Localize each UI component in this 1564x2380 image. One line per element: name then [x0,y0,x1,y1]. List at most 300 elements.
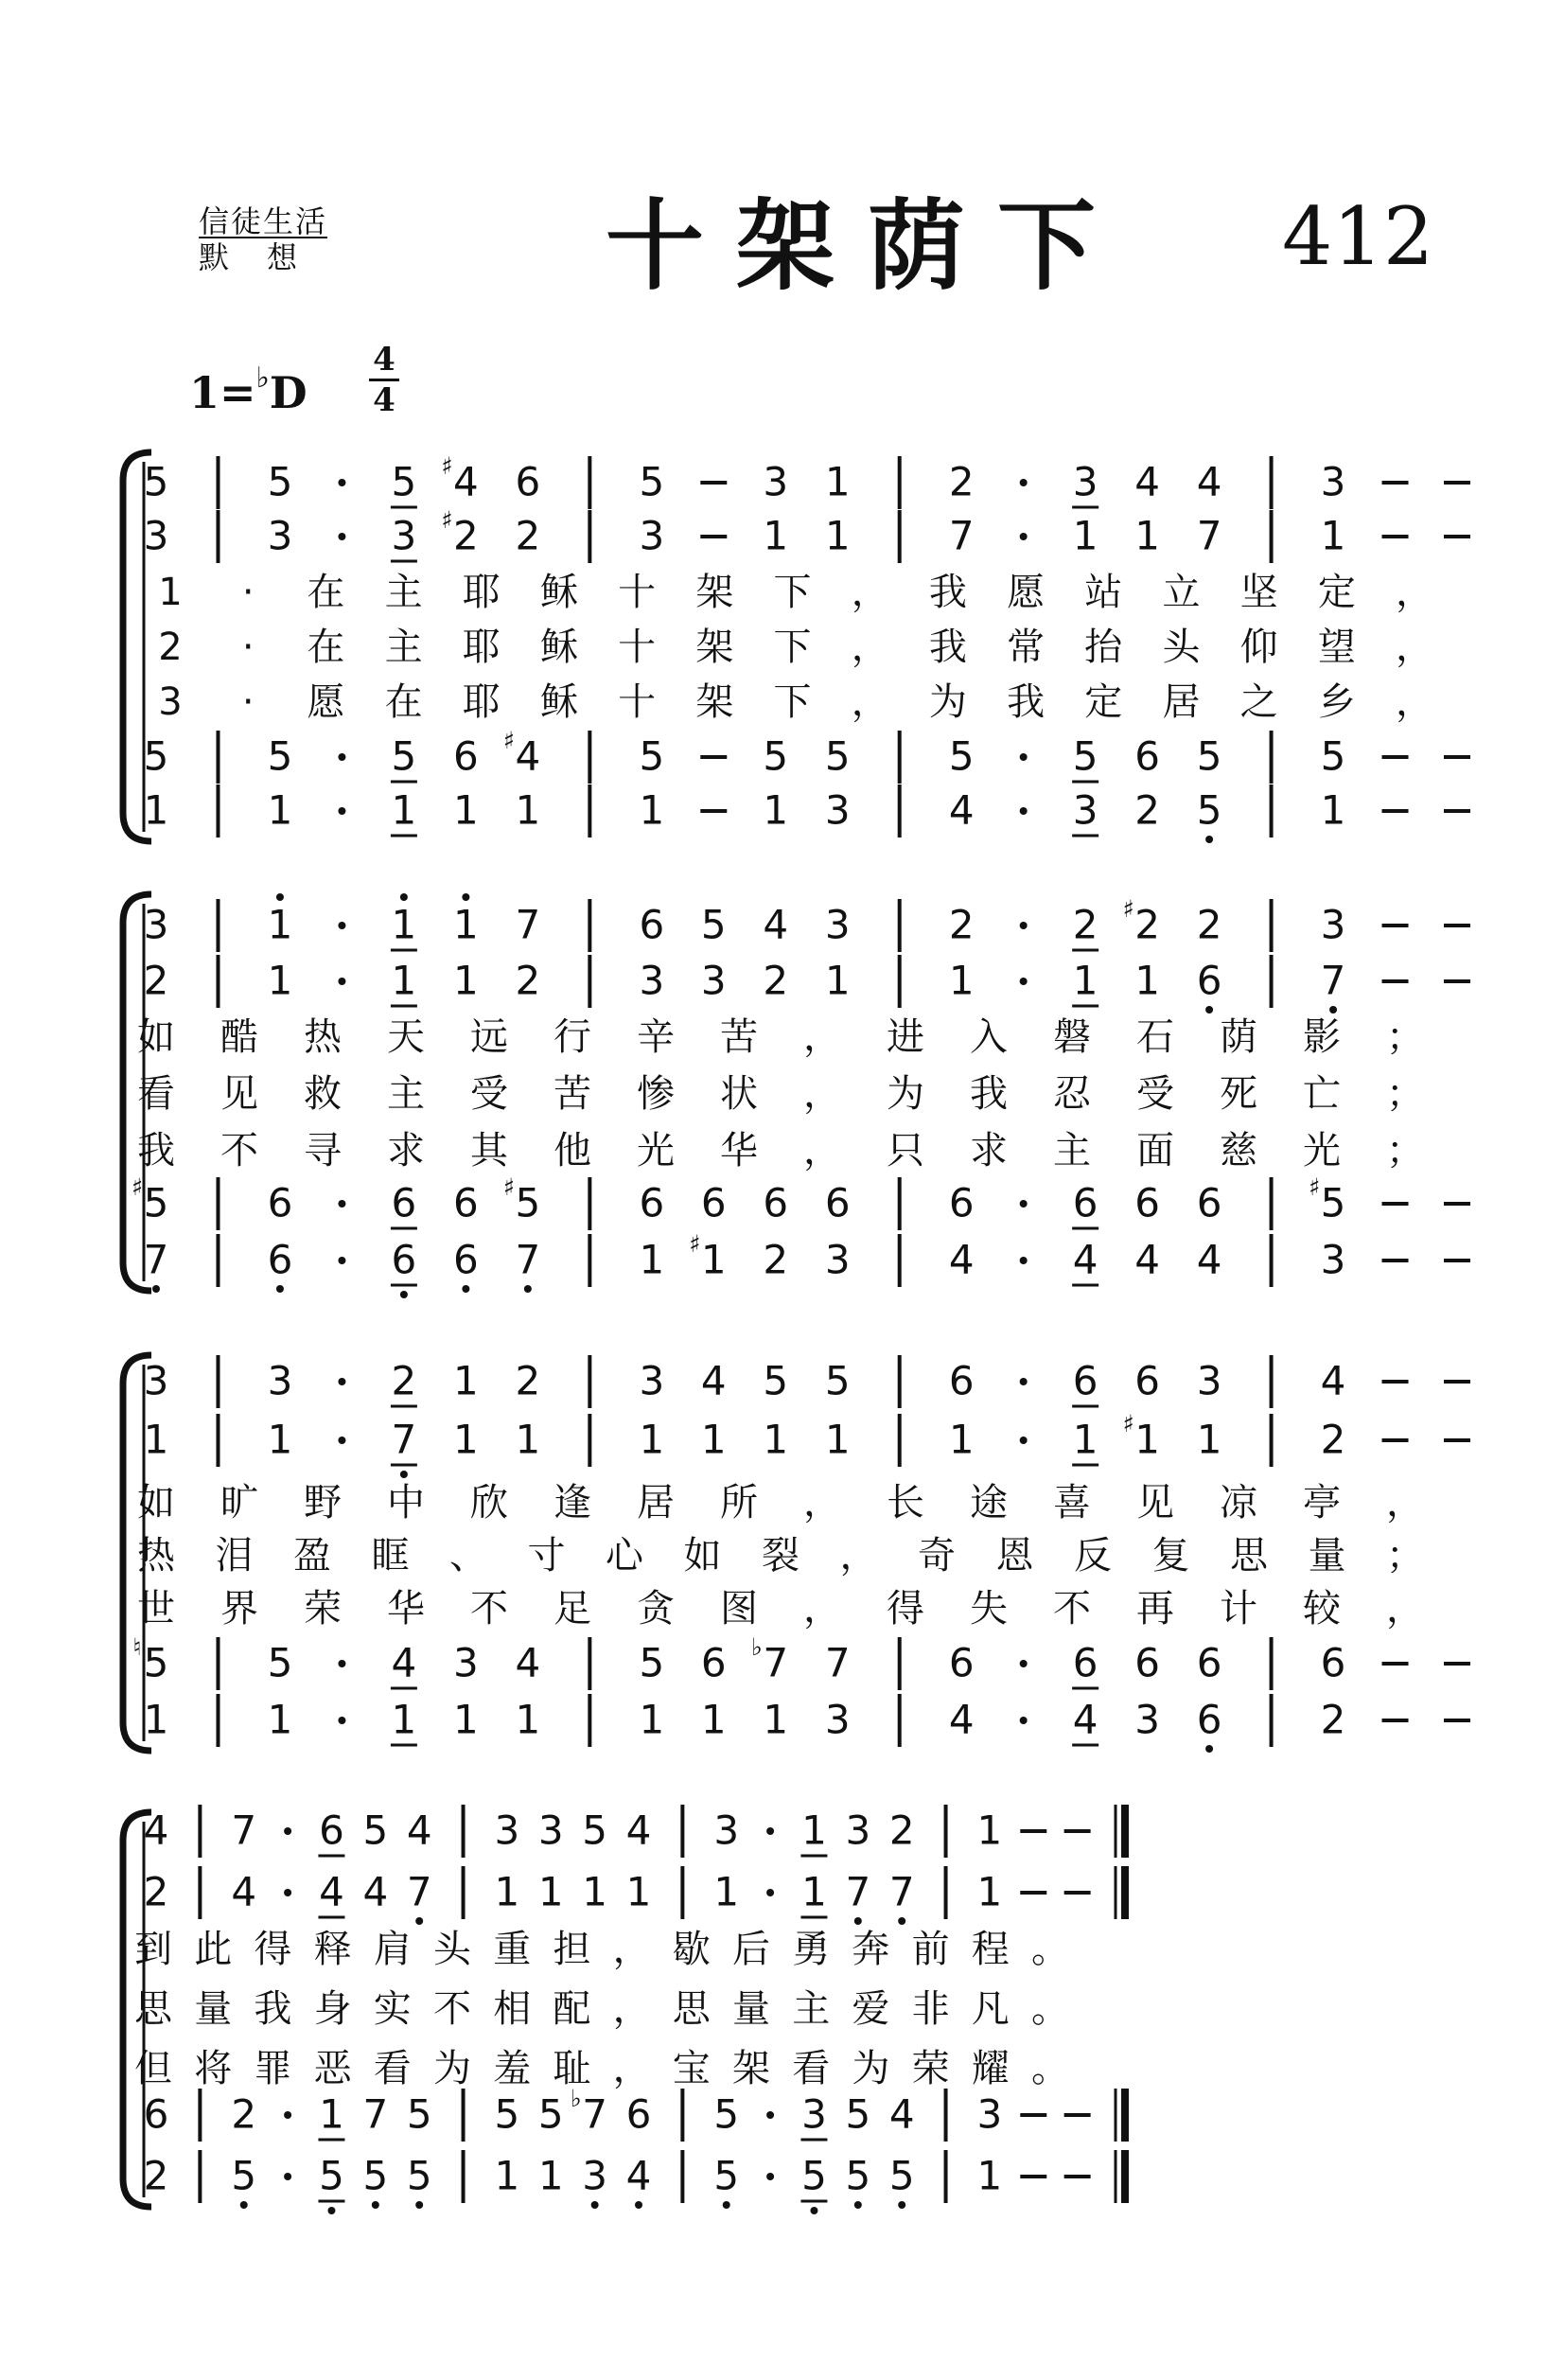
lyric-char: 耶 [462,680,501,724]
lyric-char: 常 [1007,626,1046,669]
note-digit: 4 [1134,1236,1160,1283]
note-digit: 5 [1196,786,1222,834]
note-digit: 1 [824,1416,851,1463]
lyric-char: 十 [618,680,657,724]
note-digit: 5 [494,2090,520,2138]
note-digit: 1 [763,786,789,834]
note-digit: 1 [763,512,789,559]
note-digit: 4 [625,1807,652,1854]
note-digit: 6 [948,1357,975,1404]
note-digit: 5 [362,1807,389,1854]
note-digit: 7 [888,1868,915,1915]
augmentation-dot [338,1378,345,1385]
lyric-char: 如 [137,1015,175,1059]
lyric-char: 到 [134,1928,172,1971]
note-digit: 4 [1134,458,1160,505]
augmentation-dot [338,1717,345,1724]
note-digit: 6 [700,1179,727,1226]
note-digit: 1 [267,1416,293,1463]
note-digit: 6 [391,1236,417,1283]
lyric-char: 荣 [911,2047,950,2090]
lyric-char: 望 [1317,626,1356,669]
note-digit: 1 [824,957,851,1004]
note-digit: 1 [824,458,851,505]
lyric-char: 在 [384,680,423,724]
note-digit: 7 [515,1236,541,1283]
note-digit: 3 [845,1807,871,1854]
lyric-char: ， [1396,626,1433,669]
note-digit: 3 [824,901,851,948]
note-digit: 4 [406,1807,432,1854]
lyric-char: 辛 [637,1015,675,1059]
lyric-char: · [241,626,255,669]
lyric-char: ， [1386,1587,1424,1631]
lyric-char: 长 [887,1481,924,1525]
lyric-char: 量 [1308,1534,1346,1578]
lyric-char: 。 [1031,1928,1069,1971]
lyric-char: 架 [695,571,734,614]
lyric-char: 复 [1151,1534,1190,1578]
note-digit: 3 [824,786,851,834]
note-digit: 5 [391,458,417,505]
lyric-char: 为 [928,680,967,724]
lyric-char: ， [612,2047,651,2090]
note-digit: 1 [453,901,479,948]
note-digit: 6 [1320,1639,1346,1686]
lyric-char: 受 [1136,1072,1174,1116]
lyric-char: 愿 [307,680,345,724]
note-digit: 4 [888,2090,915,2138]
note-digit: 7 [362,2090,389,2138]
lyric-char: 罪 [254,2047,292,2090]
note-digit: 5 [824,1357,851,1404]
note-digit: 1 [700,1696,727,1743]
augmentation-dot [338,807,345,815]
augmentation-dot [338,1660,345,1667]
lyric-char: 为 [433,2047,471,2090]
lyric-char: 喜 [1053,1481,1091,1525]
note-digit: 7 [231,1807,257,1854]
lyric-char: ， [851,680,889,724]
note-digit: 6 [515,458,541,505]
note-digit: 6 [948,1639,975,1686]
note-digit: 3 [1134,1696,1160,1743]
note-digit: 2 [515,957,541,1004]
note-digit: 3 [639,1357,665,1404]
augmentation-dot [1020,1200,1028,1208]
lyric-char: 热 [304,1015,342,1059]
note-digit: 4 [391,1639,417,1686]
note-digit: 1 [143,1696,169,1743]
lyric-char: 、 [449,1534,487,1578]
lyric-char: 站 [1084,571,1123,614]
note-digit: 5 [319,2152,344,2199]
note-digit: 1 [267,1696,293,1743]
octave-down-dot [898,1917,905,1925]
note-digit: 5 [362,2152,389,2199]
subcategory-label: 默想 [199,239,336,275]
accidental-sign: ♮ [132,1633,142,1661]
lyric-char: ， [1386,1481,1424,1525]
octave-down-dot [372,2201,379,2209]
lyric-char: 寻 [304,1129,342,1172]
augmentation-dot [284,1827,291,1835]
lyric-char: 不 [220,1129,258,1172]
augmentation-dot [1020,533,1028,540]
note-digit: 2 [515,512,541,559]
note-digit: 5 [845,2090,871,2138]
lyric-char: 非 [911,1987,950,2031]
lyric-char: 主 [387,1072,425,1116]
note-digit: 5 [639,732,665,780]
note-digit: 6 [1072,1639,1098,1686]
note-digit: 4 [1196,458,1222,505]
lyric-char: 肩 [373,1928,412,1971]
note-digit: 3 [976,2090,1003,2138]
lyric-char: 耀 [971,2047,1010,2090]
augmentation-dot [1020,479,1028,486]
note-digit: 1 [582,1868,608,1915]
note-digit: 4 [453,458,479,505]
note-digit: 5 [267,732,293,780]
note-digit: 1 [515,786,541,834]
accidental-sign: ♯ [441,506,453,534]
lyric-char: 看 [373,2047,412,2090]
lyric-char: 慈 [1220,1129,1257,1172]
note-digit: 3 [1320,1236,1346,1283]
lyric-char: 抬 [1084,626,1123,669]
lyric-char: 为 [852,2047,890,2090]
octave-down-dot [400,1291,408,1298]
note-digit: 7 [143,1236,169,1283]
octave-down-dot [152,1285,160,1293]
lyric-char: 主 [384,626,423,669]
lyric-char: 我 [254,1987,292,2031]
lyric-char: 奔 [852,1928,890,1971]
augmentation-dot [766,2111,774,2119]
lyric-char: 光 [637,1129,675,1172]
lyric-char: 不 [433,1987,471,2031]
note-digit: 6 [639,901,665,948]
note-digit: 5 [845,2152,871,2199]
note-digit: 4 [700,1357,727,1404]
lyric-char: 居 [1162,680,1201,724]
augmentation-dot [766,2173,774,2180]
note-digit: 7 [824,1639,851,1686]
note-digit: 5 [515,1179,541,1226]
lyric-char: 亡 [1303,1072,1341,1116]
augmentation-dot [284,2173,291,2180]
lyric-char: 裂 [762,1534,800,1578]
lyric-char: 苦 [720,1015,758,1059]
note-digit: 3 [494,1807,520,1854]
note-digit: 1 [1134,512,1160,559]
lyric-char: ， [612,1987,651,2031]
lyric-char: 1 [158,571,183,614]
note-digit: 1 [1134,1416,1160,1463]
note-digit: 3 [824,1696,851,1743]
note-digit: 7 [582,2090,608,2138]
lyric-char: 在 [307,626,345,669]
note-digit: 4 [362,1868,389,1915]
augmentation-dot [1020,978,1028,985]
lyric-char: 定 [1317,571,1356,614]
note-digit: 1 [537,2152,564,2199]
lyric-char: 下 [773,626,812,669]
lyric-char: 3 [158,680,183,724]
note-digit: 4 [515,1639,541,1686]
note-digit: 6 [1134,1639,1160,1686]
note-digit: 7 [515,901,541,948]
note-digit: 6 [267,1179,293,1226]
lyric-char: 见 [1136,1481,1174,1525]
augmentation-dot [1020,1257,1028,1264]
note-digit: 4 [1072,1696,1098,1743]
note-digit: 4 [948,1236,975,1283]
lyric-char: 野 [304,1481,342,1525]
lyric-char: 将 [194,2047,233,2090]
augmentation-dot [338,1437,345,1444]
note-digit: 1 [319,2090,344,2138]
lyric-char: 耶 [462,626,501,669]
note-digit: 2 [1072,901,1098,948]
lyric-char: 。 [1031,1987,1069,2031]
lyric-char: ， [803,1015,841,1059]
note-digit: 1 [700,1416,727,1463]
lyric-char: 仰 [1239,626,1278,669]
lyric-char: 之 [1239,680,1278,724]
lyric-char: 释 [313,1928,352,1971]
accidental-sign: ♯ [1122,1410,1134,1437]
note-digit: 5 [143,1179,169,1226]
note-digit: 7 [406,1868,432,1915]
lyric-char: 贪 [637,1587,675,1631]
lyric-char: 所 [720,1481,758,1525]
accidental-sign: ♯ [689,1230,701,1258]
lyric-char: 看 [792,2047,831,2090]
note-digit: 1 [1072,957,1098,1004]
lyric-char: 我 [137,1129,175,1172]
note-digit: 5 [143,732,169,780]
note-digit: 5 [1320,1179,1346,1226]
note-digit: 5 [582,1807,608,1854]
note-digit: 6 [1072,1357,1098,1404]
note-digit: 1 [976,1807,1003,1854]
note-digit: 1 [391,1696,417,1743]
octave-up-dot [400,893,408,901]
note-digit: 6 [824,1179,851,1226]
lyric-char: 恶 [313,2047,352,2090]
note-digit: 1 [453,1416,479,1463]
note-digit: 3 [1072,786,1098,834]
note-digit: 5 [948,732,975,780]
lyric-char: 耶 [462,571,501,614]
lyric-char: 定 [1084,680,1123,724]
octave-down-dot [1205,836,1213,843]
note-digit: 1 [1072,512,1098,559]
note-digit: 7 [1320,957,1346,1004]
note-digit: 6 [639,1179,665,1226]
lyric-char: 如 [683,1534,722,1578]
note-digit: 1 [453,1357,479,1404]
note-digit: 6 [453,732,479,780]
lyric-char: 。 [1031,2047,1069,2090]
lyric-char: 眶 [371,1534,410,1578]
lyric-char: 救 [304,1072,342,1116]
key-note: D [269,367,308,418]
octave-down-dot [1329,1006,1337,1014]
note-digit: 5 [639,1639,665,1686]
lyric-char: ； [1386,1534,1424,1578]
lyric-char: 盈 [293,1534,331,1578]
octave-up-dot [462,893,469,901]
lyric-char: 寸 [527,1534,566,1578]
lyric-char: 头 [1162,626,1201,669]
accidental-sign: ♯ [502,1173,515,1201]
lyric-char: 稣 [539,626,578,669]
note-digit: 1 [267,901,293,948]
accidental-sign: ♯ [1308,1173,1321,1201]
note-digit: 5 [231,2152,257,2199]
note-digit: 1 [1134,957,1160,1004]
lyric-char: 影 [1303,1015,1341,1059]
note-digit: 6 [1134,732,1160,780]
note-digit: 4 [231,1868,257,1915]
octave-up-dot [276,893,284,901]
note-digit: 2 [515,1357,541,1404]
lyric-char: 耻 [553,2047,591,2090]
lyric-char: 程 [971,1928,1010,1971]
lyric-char: 苦 [554,1072,591,1116]
accidental-sign: ♭ [750,1633,763,1661]
note-digit: 1 [143,1416,169,1463]
accidental-sign: ♭ [570,2085,582,2112]
augmentation-dot [1020,1717,1028,1724]
lyric-char: 头 [433,1928,471,1971]
lyric-char: 中 [387,1481,425,1525]
lyric-char: 亭 [1303,1481,1341,1525]
note-digit: 1 [1320,512,1346,559]
note-digit: 3 [391,512,417,559]
note-digit: 2 [143,957,169,1004]
lyric-char: 乡 [1317,680,1356,724]
lyric-char: 稣 [539,571,578,614]
note-digit: 6 [453,1236,479,1283]
octave-down-dot [327,2207,335,2214]
note-digit: 1 [713,1868,740,1915]
lyric-char: 立 [1162,571,1201,614]
note-digit: 6 [625,2090,652,2138]
octave-down-dot [400,1471,408,1478]
note-digit: 1 [639,1236,665,1283]
note-digit: 4 [319,1868,344,1915]
augmentation-dot [338,533,345,540]
note-digit: 1 [453,957,479,1004]
note-digit: 6 [763,1179,789,1226]
lyric-char: ， [851,571,889,614]
lyric-char: 远 [470,1015,508,1059]
lyric-char: 思 [672,1987,711,2031]
lyric-char: 求 [387,1129,425,1172]
lyric-char: 求 [970,1129,1008,1172]
note-digit: 5 [763,732,789,780]
lyric-char: 行 [554,1015,591,1059]
note-digit: 4 [143,1807,169,1854]
lyric-char: ， [1396,571,1433,614]
lyric-char: 状 [720,1072,758,1116]
note-digit: 1 [453,786,479,834]
lyric-char: ， [612,1928,651,1971]
lyric-char: 爱 [852,1987,890,2031]
note-digit: 2 [1134,786,1160,834]
note-digit: 3 [453,1639,479,1686]
lyric-char: 架 [695,626,734,669]
lyric-char: 只 [887,1129,924,1172]
lyric-char: 不 [1053,1587,1091,1631]
note-digit: 3 [1320,458,1346,505]
note-digit: 6 [391,1179,417,1226]
accidental-sign: ♯ [502,727,515,754]
lyric-char: 主 [384,571,423,614]
lyric-char: 重 [493,1928,532,1971]
lyric-char: 世 [137,1587,175,1631]
lyric-char: 忍 [1053,1072,1091,1116]
lyric-char: 惨 [637,1072,675,1116]
lyric-char: 歇 [672,1928,711,1971]
lyric-char: 在 [307,571,345,614]
note-digit: 5 [391,732,417,780]
lyric-char: ； [1386,1072,1424,1116]
lyric-char: 愿 [1007,571,1046,614]
augmentation-dot [284,1889,291,1896]
note-digit: 4 [1196,1236,1222,1283]
lyric-char: 凡 [971,1987,1010,2031]
lyric-char: 架 [732,2047,770,2090]
note-digit: 3 [639,957,665,1004]
octave-down-dot [898,2201,905,2209]
lyric-char: 入 [970,1015,1008,1059]
note-digit: 6 [453,1179,479,1226]
hymn-number: 412 [1282,190,1434,283]
note-digit: 1 [700,1236,727,1283]
note-digit: 3 [267,512,293,559]
lyric-char: 居 [637,1481,675,1525]
note-digit: 2 [231,2090,257,2138]
note-digit: 1 [639,786,665,834]
note-digit: 3 [763,458,789,505]
note-digit: 5 [267,1639,293,1686]
note-digit: 1 [1196,1416,1222,1463]
lyric-char: 见 [220,1072,258,1116]
augmentation-dot [1020,1378,1028,1385]
note-digit: 6 [267,1236,293,1283]
lyric-char: 前 [911,1928,950,1971]
accidental-sign: ♯ [1122,895,1134,923]
lyric-char: ， [803,1129,841,1172]
lyric-char: 酷 [220,1015,258,1059]
note-digit: 1 [948,1416,975,1463]
lyric-char: 不 [470,1587,508,1631]
lyric-char: 石 [1136,1015,1174,1059]
augmentation-dot [1020,807,1028,815]
lyric-char: 配 [553,1987,591,2031]
lyric-char: 受 [470,1072,508,1116]
note-digit: 1 [267,786,293,834]
lyric-char: 担 [553,1928,591,1971]
lyric-char: 主 [1053,1129,1091,1172]
lyric-char: 量 [194,1987,233,2031]
note-digit: 5 [537,2090,564,2138]
